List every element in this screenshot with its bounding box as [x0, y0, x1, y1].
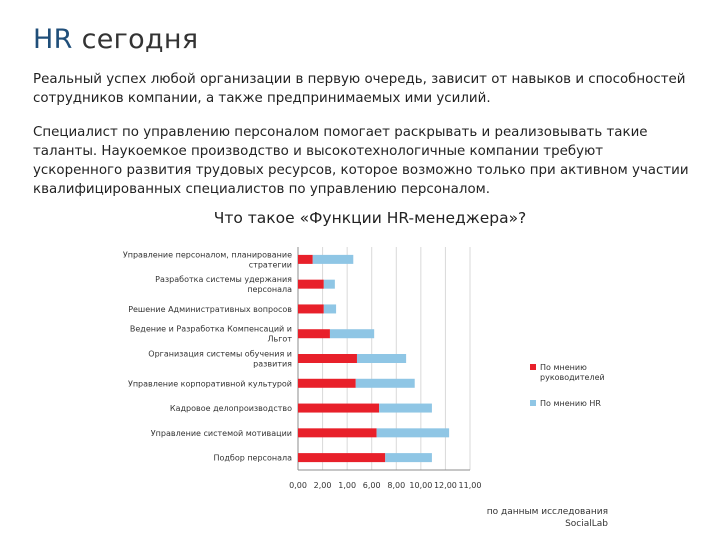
source-line-2: SocialLab — [565, 519, 608, 529]
x-tick-label: 10,00 — [409, 481, 433, 490]
bar-managers — [298, 255, 313, 264]
bar-managers — [298, 280, 324, 289]
legend-swatch-managers — [530, 364, 536, 370]
bar-hr — [385, 453, 432, 462]
bar-managers — [298, 428, 377, 437]
x-tick-label: 0,00 — [289, 481, 307, 490]
x-tick-label: 11,00 — [458, 481, 482, 490]
legend-swatch-hr — [530, 400, 536, 406]
category-label: Организация системы обучения и развития — [148, 349, 292, 369]
category-label: Разработка системы удержания персонала — [155, 275, 292, 295]
x-tick-label: 8,00 — [387, 481, 406, 490]
intro-paragraph: Реальный успех любой организации в первую очередь, зависит от навыков и способностей сотрудников компании, а также предпринимаемых ими усилий. — [33, 72, 686, 106]
bar-hr — [379, 404, 432, 413]
bar-hr — [377, 428, 449, 437]
bar-managers — [298, 304, 324, 313]
chart-heading: Что такое «Функции HR-менеджера»? — [213, 209, 527, 227]
title-accent: HR — [33, 24, 73, 55]
bar-hr — [357, 354, 406, 363]
bar-managers — [298, 329, 330, 338]
bar-managers — [298, 354, 357, 363]
category-label: Управление системой мотивации — [150, 428, 292, 438]
bar-managers — [298, 379, 356, 388]
category-label: Подбор персонала — [213, 453, 292, 463]
x-tick-label: 2,00 — [313, 481, 332, 490]
bar-managers — [298, 404, 379, 413]
bar-hr — [324, 304, 336, 313]
bar-hr — [313, 255, 354, 264]
bar-hr — [330, 329, 374, 338]
bar-hr — [356, 379, 415, 388]
bar-managers — [298, 453, 385, 462]
source-note — [487, 506, 608, 530]
x-tick-label: 1,00 — [338, 481, 357, 490]
x-tick-label: 6,00 — [362, 481, 381, 490]
category-label: Решение Административных вопросов — [128, 304, 292, 314]
source-line-1: по данным исследования — [486, 507, 608, 517]
bar-hr — [324, 280, 335, 289]
category-label: Ведение и Разработка Компенсаций и Льгот — [129, 324, 292, 344]
specialist-paragraph: Специалист по управлению персоналом помогает раскрывать и реализовывать такие таланты. Наукоемкое производство и высокотехнологичные компании требуют ускоренного развития трудовых ресурсов, которое возможно только при активном участии квалифицированных специалистов по управлению персоналом. — [33, 125, 689, 197]
x-tick-label: 12,00 — [433, 481, 457, 490]
title-rest: сегодня — [81, 24, 199, 55]
category-label: Управление персоналом, планирование стратегии — [122, 250, 292, 270]
category-label: Управление корпоративной культурой — [127, 379, 292, 389]
legend-label-managers: По мнению руководителей — [540, 363, 605, 382]
legend-label-hr: По мнению HR — [540, 399, 601, 408]
category-label: Кадровое делопроизводство — [169, 404, 292, 414]
